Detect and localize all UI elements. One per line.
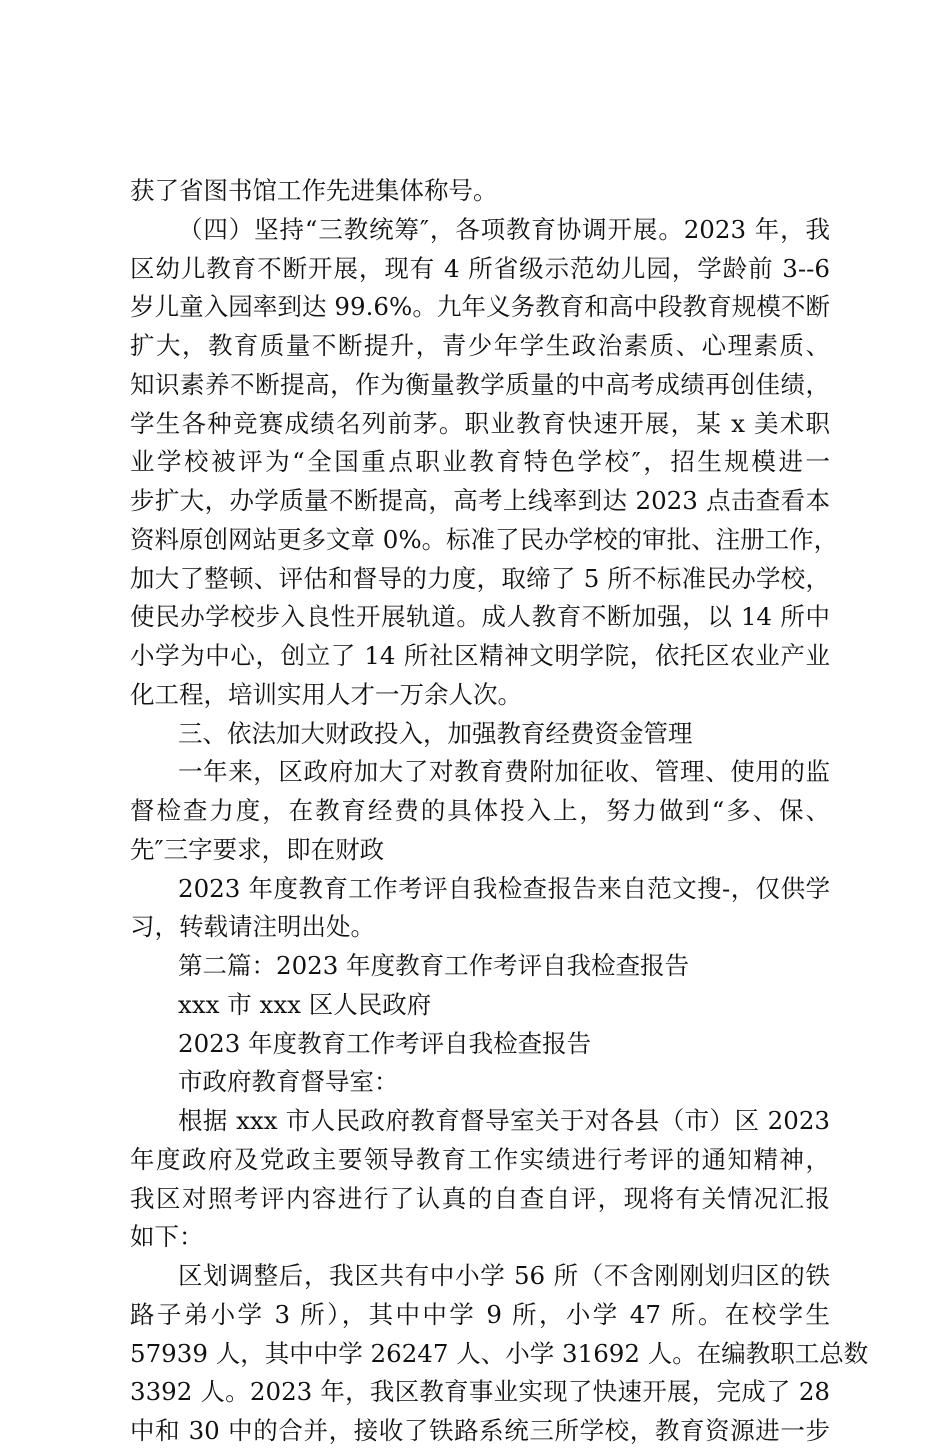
text-line: 路子弟小学 3 所），其中中学 9 所，小学 47 所。在校学生 [130, 1299, 830, 1329]
text-line: 年度政府及党政主要领导教育工作实绩进行考评的通知精神， [130, 1144, 830, 1174]
report-title: 2023 年度教育工作考评自我检查报告 [178, 1028, 592, 1058]
text-line: 化工程，培训实用人才一万余人次。 [130, 679, 522, 709]
text-line: 根据 xxx 市人民政府教育督导室关于对各县（市）区 2023 [178, 1106, 830, 1135]
text-line: 步扩大，办学质量不断提高，高考上线率到达 2023 点击查看本 [130, 486, 830, 515]
section-heading: 三、依法加大财政投入，加强教育经费资金管理 [178, 718, 693, 748]
text-line: 先″三字要求，即在财政 [130, 834, 385, 864]
text-line: （四）坚持“三教统筹″，各项教育协调开展。2023 年，我 [178, 214, 830, 244]
chapter-title: 第二篇：2023 年度教育工作考评自我检查报告 [178, 951, 690, 980]
issuer-line: xxx 市 xxx 区人民政府 [178, 989, 432, 1019]
text-line: 督检查力度，在教育经费的具体投入上，努力做到“多、保、 [130, 796, 830, 825]
text-line: 知识素养不断提高，作为衡量教学质量的中高考成绩再创佳绩， [130, 369, 830, 399]
text-line: 中和 30 中的合并，接收了铁路系统三所学校，教育资源进一步 [130, 1416, 830, 1445]
text-line: 区划调整后，我区共有中小学 56 所（不含刚刚划归区的铁 [178, 1261, 830, 1290]
text-line: 2023 年度教育工作考评自我检查报告来自范文搜-，仅供学 [178, 873, 830, 903]
addressee-line: 市政府教育督导室： [178, 1067, 399, 1097]
text-line: 一年来，区政府加大了对教育费附加征收、管理、使用的监 [178, 757, 830, 787]
text-line: 扩大，教育质量不断提升，青少年学生政治素质、心理素质、 [130, 331, 830, 360]
text-line: 业学校被评为“全国重点职业教育特色学校″，招生规模进一 [130, 447, 830, 477]
text-line: 57939 人，其中中学 26247 人、小学 31692 人。在编教职工总数 [130, 1338, 869, 1368]
text-line: 学生各种竞赛成绩名列前茅。职业教育快速开展，某 x 美术职 [130, 408, 830, 438]
text-line: 加大了整顿、评估和督导的力度，取缔了 5 所不标准民办学校， [130, 563, 830, 593]
text-line: 如下： [130, 1222, 204, 1252]
text-line: 3392 人。2023 年，我区教育事业实现了快速开展，完成了 28 [130, 1377, 830, 1407]
text-line: 资料原创网站更多文章 0%。标准了民办学校的审批、注册工作， [130, 524, 839, 554]
text-line: 区幼儿教育不断开展，现有 4 所省级示范幼儿园，学龄前 3--6 [130, 253, 830, 283]
text-line: 习，转载请注明出处。 [130, 912, 375, 942]
text-line: 获了省图书馆工作先进集体称号。 [130, 176, 498, 205]
text-line: 我区对照考评内容进行了认真的自查自评，现将有关情况汇报 [130, 1183, 830, 1213]
text-line: 小学为中心，创立了 14 所社区精神文明学院，依托区农业产业 [130, 641, 830, 670]
document-body [130, 172, 869, 1451]
text-line: 使民办学校步入良性开展轨道。成人教育不断加强，以 14 所中 [130, 602, 830, 632]
text-line: 岁儿童入园率到达 99.6%。九年义务教育和高中段教育规模不断 [130, 292, 830, 322]
